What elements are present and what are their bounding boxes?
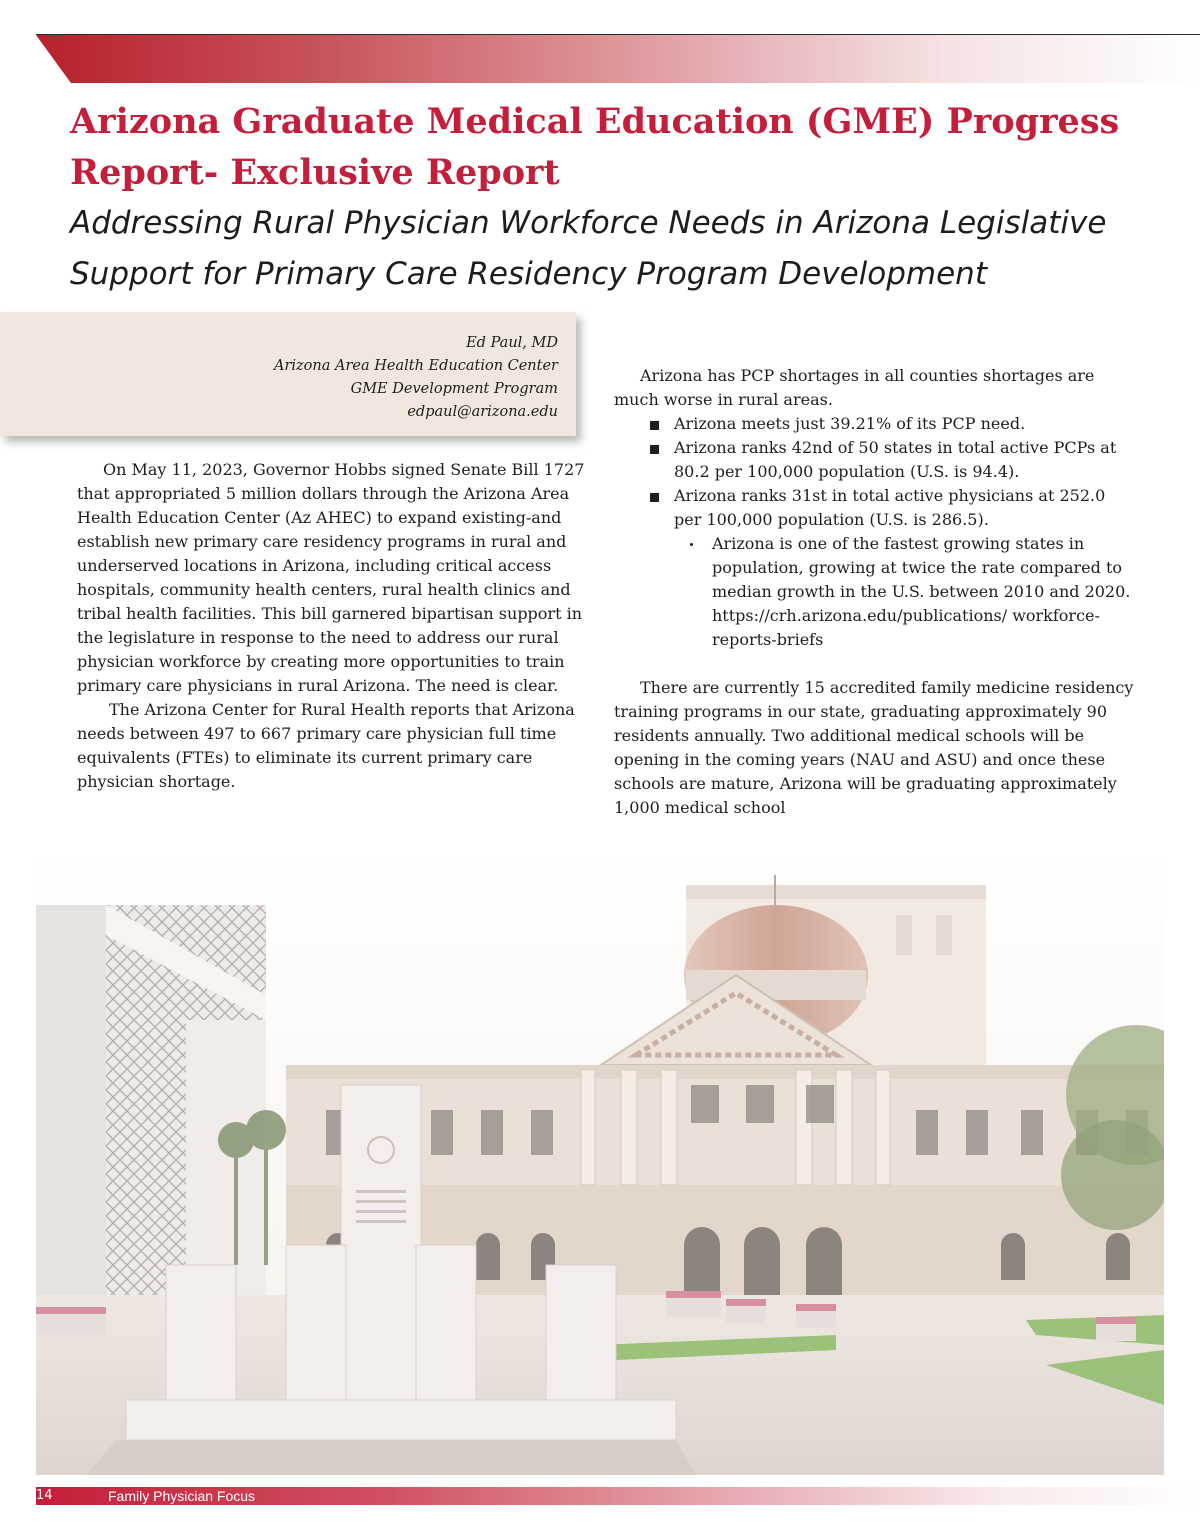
publication-name: Family Physician Focus: [108, 1488, 256, 1504]
source-link[interactable]: https://crh.arizona.edu/publications/ workforce-reports-briefs: [712, 606, 1100, 649]
list-item: [688, 532, 1134, 652]
sub-list: [614, 532, 1134, 652]
paragraph: The Arizona Center for Rural Health reports that Arizona needs between 497 to 667 primary care physician full time equivalents (FTEs) to eliminate its current primary care physician shortage.: [77, 700, 575, 791]
header-banner: [36, 35, 1200, 83]
list-item: Arizona ranks 42nd of 50 states in total active PCPs at 80.2 per 100,000 population (U.S. is 94.4).: [650, 436, 1134, 484]
article-subtitle: Addressing Rural Physician Workforce Needs in Arizona Legislative Support for Primary Care Residency Program Development: [70, 205, 1107, 292]
author-box: [0, 312, 576, 436]
paragraph: On May 11, 2023, Governor Hobbs signed Senate Bill 1727 that appropriated 5 million dollars through the Arizona Area Health Education Center (Az AHEC) to expand existing-and establish new primary care residency programs in rural and underserved locations in Arizona, including critical access hospitals, community health centers, rural health clinics and tribal health facilities. This bill garnered bipartisan support in the legislature in response to the need to address our rural physician workforce by creating more opportunities to train primary care physicians in rural Arizona. The need is clear.: [77, 460, 585, 695]
statistics-list: [614, 412, 1134, 532]
author-name: Ed Paul, MD: [466, 335, 558, 351]
list-item: Arizona ranks 31st in total active physicians at 252.0 per 100,000 population (U.S. is 286.5).: [650, 484, 1134, 532]
author-organization: Arizona Area Health Education Center: [274, 358, 558, 374]
list-item: Arizona meets just 39.21% of its PCP need.: [650, 412, 1134, 436]
top-rule: [36, 34, 1200, 35]
page-number: 14: [36, 1488, 53, 1503]
author-email[interactable]: edpaul@arizona.edu: [407, 404, 558, 420]
paragraph: There are currently 15 accredited family medicine residency training programs in our state, graduating approximately 90 residents annually. Two additional medical schools will be opening in the coming years (NAU and ASU) and once these schools are mature, Arizona will be graduating approximately 1,000 medical school: [614, 678, 1134, 817]
right-column: [614, 364, 1134, 820]
sub-bullet-text: Arizona is one of the fastest growing states in population, growing at twice the rate compared to median growth in the U.S. between 2010 and 2020.: [712, 534, 1131, 601]
article-title: Arizona Graduate Medical Education (GME) Progress Report- Exclusive Report: [70, 101, 1120, 193]
capitol-photo: [36, 845, 1164, 1475]
author-program: GME Development Program: [350, 381, 558, 397]
left-column: [77, 458, 597, 794]
paragraph: Arizona has PCP shortages in all counties shortages are much worse in rural areas.: [614, 366, 1095, 409]
author-info: [274, 332, 558, 424]
